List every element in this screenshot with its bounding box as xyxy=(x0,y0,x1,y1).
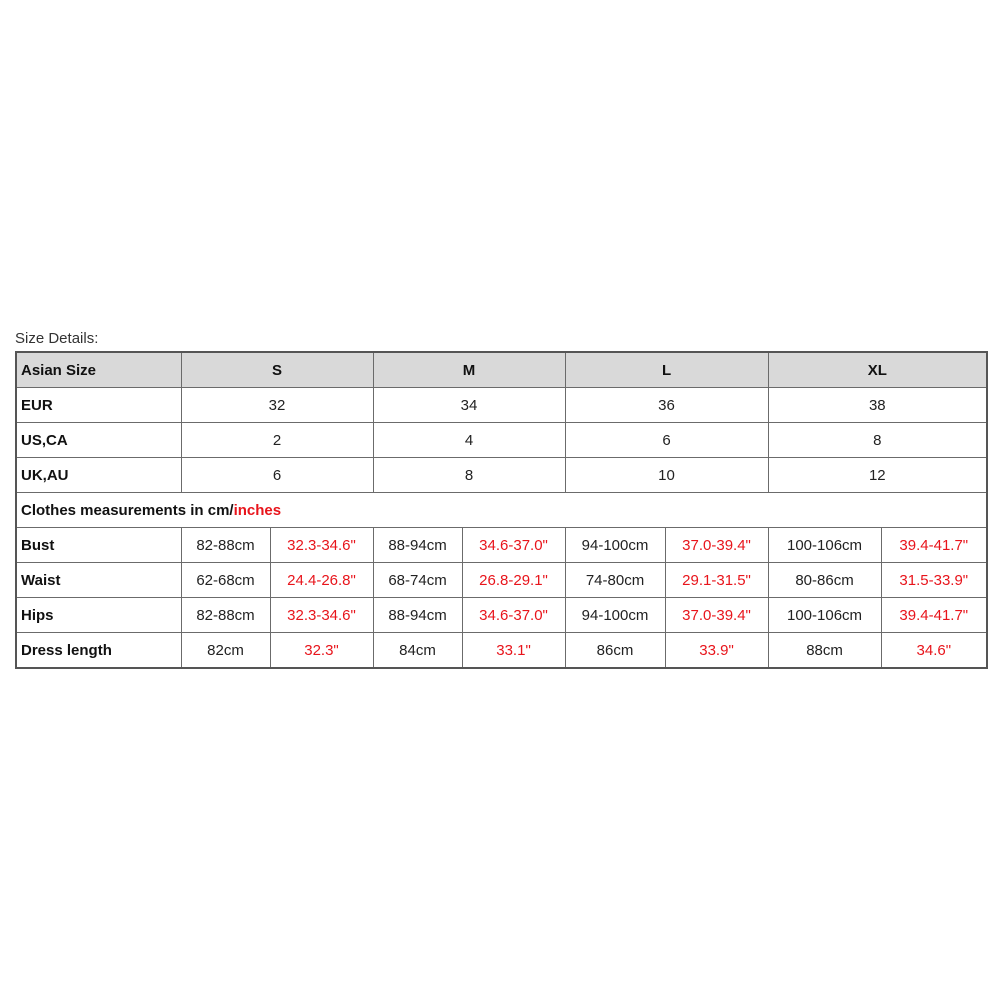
inch-value-cell: 32.3-34.6" xyxy=(270,528,373,563)
inch-value-cell: 34.6-37.0" xyxy=(462,598,565,633)
row-label: Dress length xyxy=(16,633,181,669)
conversion-row-us-ca xyxy=(16,423,987,458)
table-cell: 32 xyxy=(181,388,373,423)
section-suffix: inches xyxy=(233,501,282,519)
size-header-m: M xyxy=(373,352,565,388)
size-details xyxy=(15,329,986,669)
table-cell: 8 xyxy=(768,423,987,458)
inch-value-cell: 32.3-34.6" xyxy=(270,598,373,633)
measurement-section-title xyxy=(16,493,987,528)
cm-value-cell: 94-100cm xyxy=(565,598,665,633)
measurement-row-waist xyxy=(16,563,987,598)
inch-value-cell: 24.4-26.8" xyxy=(270,563,373,598)
inch-value-cell: 39.4-41.7" xyxy=(881,598,987,633)
measurement-row-dress-length xyxy=(16,633,987,669)
cm-value-cell: 88-94cm xyxy=(373,598,462,633)
cm-value-cell: 68-74cm xyxy=(373,563,462,598)
table-cell: 10 xyxy=(565,458,768,493)
table-cell: 34 xyxy=(373,388,565,423)
inch-value-cell: 37.0-39.4" xyxy=(665,528,768,563)
inch-value-cell: 33.9" xyxy=(665,633,768,669)
size-header-l: L xyxy=(565,352,768,388)
measurement-row-hips xyxy=(16,598,987,633)
measurement-row-bust xyxy=(16,528,987,563)
header-row xyxy=(16,352,987,388)
size-header-xl: XL xyxy=(768,352,987,388)
cm-value-cell: 84cm xyxy=(373,633,462,669)
inch-value-cell: 37.0-39.4" xyxy=(665,598,768,633)
cm-value-cell: 80-86cm xyxy=(768,563,881,598)
cm-value-cell: 86cm xyxy=(565,633,665,669)
inch-value-cell: 39.4-41.7" xyxy=(881,528,987,563)
row-label: UK,AU xyxy=(16,458,181,493)
table-cell: 12 xyxy=(768,458,987,493)
conversion-row-eur xyxy=(16,388,987,423)
cm-value-cell: 82-88cm xyxy=(181,598,270,633)
section-prefix: Clothes measurements in cm/ xyxy=(21,501,234,519)
table-cell: 2 xyxy=(181,423,373,458)
inch-value-cell: 32.3" xyxy=(270,633,373,669)
cm-value-cell: 74-80cm xyxy=(565,563,665,598)
inch-value-cell: 34.6-37.0" xyxy=(462,528,565,563)
size-chart-table xyxy=(15,351,988,669)
size-header-s: S xyxy=(181,352,373,388)
header-label: Asian Size xyxy=(16,352,181,388)
cm-value-cell: 100-106cm xyxy=(768,528,881,563)
cm-value-cell: 82-88cm xyxy=(181,528,270,563)
table-cell: 6 xyxy=(181,458,373,493)
inch-value-cell: 26.8-29.1" xyxy=(462,563,565,598)
table-cell: 8 xyxy=(373,458,565,493)
table-cell: 36 xyxy=(565,388,768,423)
cm-value-cell: 62-68cm xyxy=(181,563,270,598)
inch-value-cell: 33.1" xyxy=(462,633,565,669)
cm-value-cell: 94-100cm xyxy=(565,528,665,563)
inch-value-cell: 31.5-33.9" xyxy=(881,563,987,598)
row-label: Waist xyxy=(16,563,181,598)
table-cell: 4 xyxy=(373,423,565,458)
table-cell: 38 xyxy=(768,388,987,423)
cm-value-cell: 88cm xyxy=(768,633,881,669)
size-details-caption: Size Details: xyxy=(15,330,99,347)
row-label: US,CA xyxy=(16,423,181,458)
row-label: Bust xyxy=(16,528,181,563)
conversion-row-uk-au xyxy=(16,458,987,493)
section-row xyxy=(16,493,987,528)
inch-value-cell: 34.6" xyxy=(881,633,987,669)
cm-value-cell: 82cm xyxy=(181,633,270,669)
inch-value-cell: 29.1-31.5" xyxy=(665,563,768,598)
row-label: EUR xyxy=(16,388,181,423)
cm-value-cell: 100-106cm xyxy=(768,598,881,633)
table-cell: 6 xyxy=(565,423,768,458)
row-label: Hips xyxy=(16,598,181,633)
cm-value-cell: 88-94cm xyxy=(373,528,462,563)
